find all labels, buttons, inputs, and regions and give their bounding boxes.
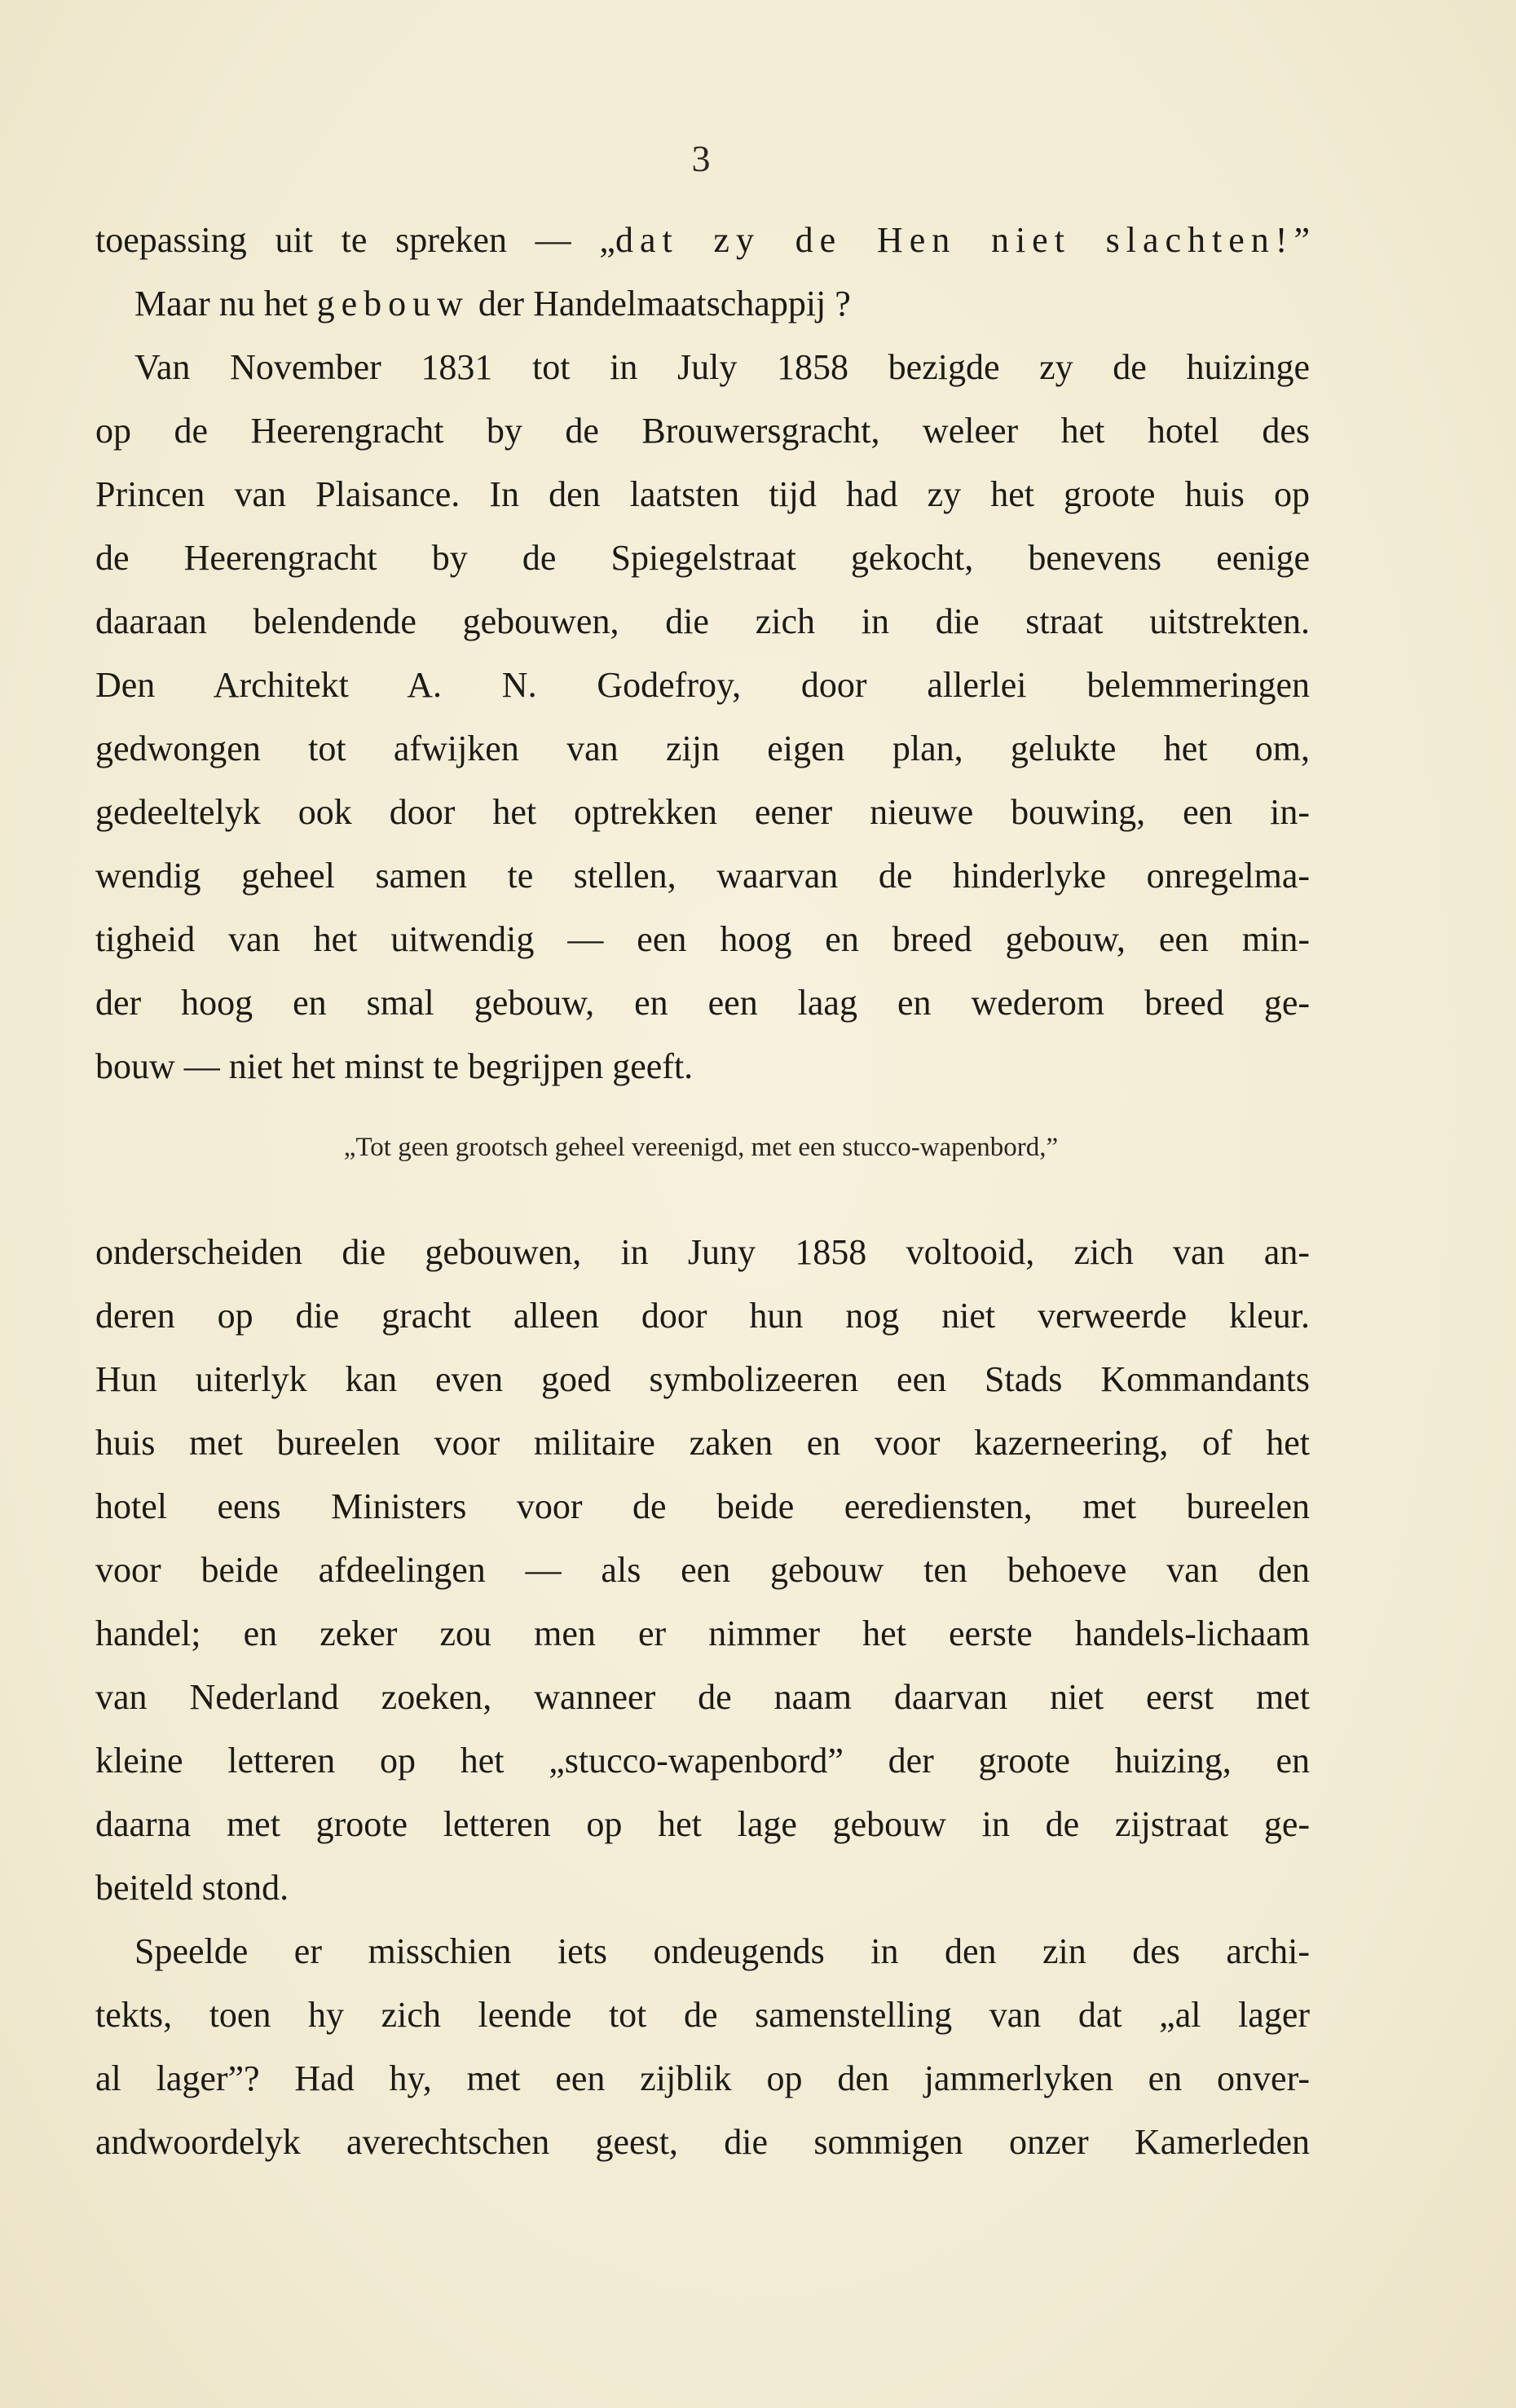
text-line: van Nederland zoeken, wanneer de naam daarvan niet eerst met: [95, 1677, 1310, 1717]
text-line: daarna met groote letteren op het lage gebouw in de zijstraat ge-: [95, 1804, 1310, 1844]
text-line: handel; en zeker zou men er nimmer het eerste handels-lichaam: [95, 1613, 1310, 1653]
closing-quote: ”: [1293, 220, 1310, 260]
text-line: Princen van Plaisance. In den laatsten tijd had zy het groote huis op: [95, 474, 1310, 514]
text-line: hotel eens Ministers voor de beide eerediensten, met bureelen: [95, 1486, 1310, 1526]
text-line: andwoordelyk averechtschen geest, die sommigen onzer Kamerleden: [95, 2122, 1310, 2162]
text-line: daaraan belendende gebouwen, die zich in die straat uitstrekten.: [95, 601, 1310, 641]
paragraph: [95, 1930, 1310, 2184]
text-line: voor beide afdeelingen — als een gebouw ten behoeve van den: [95, 1550, 1310, 1590]
text-line: deren op die gracht alleen door hun nog niet verweerde kleur.: [95, 1296, 1310, 1336]
page-number: 3: [691, 138, 711, 179]
text-line: de Heerengracht by de Spiegelstraat gekocht, benevens eenige: [95, 538, 1310, 578]
text-line: tekts, toen hy zich leende tot de samenstelling van dat „al lager: [95, 1995, 1310, 2035]
text-line: Den Architekt A. N. Godefroy, door allerlei belemmeringen: [95, 665, 1310, 705]
text-segment: Maar nu het: [134, 284, 317, 324]
text-line: Speelde er misschien iets ondeugends in den zin des archi-: [134, 1931, 1310, 1971]
paragraph: [95, 346, 1310, 1108]
text-line: gedwongen tot afwijken van zijn eigen plan, gelukte het om,: [95, 729, 1310, 768]
text-line: beiteld stond.: [95, 1868, 289, 1908]
paragraph-continuation: [95, 218, 1310, 346]
text-line: [95, 282, 1310, 346]
block-quote: „Tot geen grootsch geheel vereenigd, met een stucco-wapenbord,”: [343, 1133, 1059, 1162]
text-line: Van November 1831 tot in July 1858 bezigde zy de huizinge: [134, 347, 1310, 387]
paragraph: [95, 1230, 1310, 1930]
text-segment: toepassing uit te spreken — „: [95, 220, 615, 260]
text-line: bouw — niet het minst te begrijpen geeft.: [95, 1046, 694, 1086]
text-line: [95, 218, 1310, 282]
spaced-quote: dat zy de Hen niet slachten!: [615, 220, 1294, 260]
text-line: der hoog en smal gebouw, en een laag en wederom breed ge-: [95, 983, 1310, 1023]
text-line: Hun uiterlyk kan even goed symbolizeeren een Stads Kommandants: [95, 1359, 1310, 1399]
text-segment: der Handelmaatschappij ?: [469, 284, 851, 324]
text-line: wendig geheel samen te stellen, waarvan de hinderlyke onregelma-: [95, 856, 1310, 896]
text-line: tigheid van het uitwendig — een hoog en breed gebouw, een min-: [95, 919, 1310, 959]
text-line: gedeeltelyk ook door het optrekken eener nieuwe bouwing, een in-: [95, 792, 1310, 832]
text-line: al lager”? Had hy, met een zijblik op den jammerlyken en onver-: [95, 2058, 1310, 2098]
text-line: op de Heerengracht by de Brouwersgracht, weleer het hotel des: [95, 411, 1310, 451]
text-line: kleine letteren op het „stucco-wapenbord” der groote huizing, en: [95, 1741, 1310, 1781]
spaced-word: gebouw: [316, 284, 469, 324]
text-line: huis met bureelen voor militaire zaken en voor kazerneering, of het: [95, 1423, 1310, 1463]
text-line: onderscheiden die gebouwen, in Juny 1858 voltooid, zich van an-: [95, 1232, 1310, 1272]
